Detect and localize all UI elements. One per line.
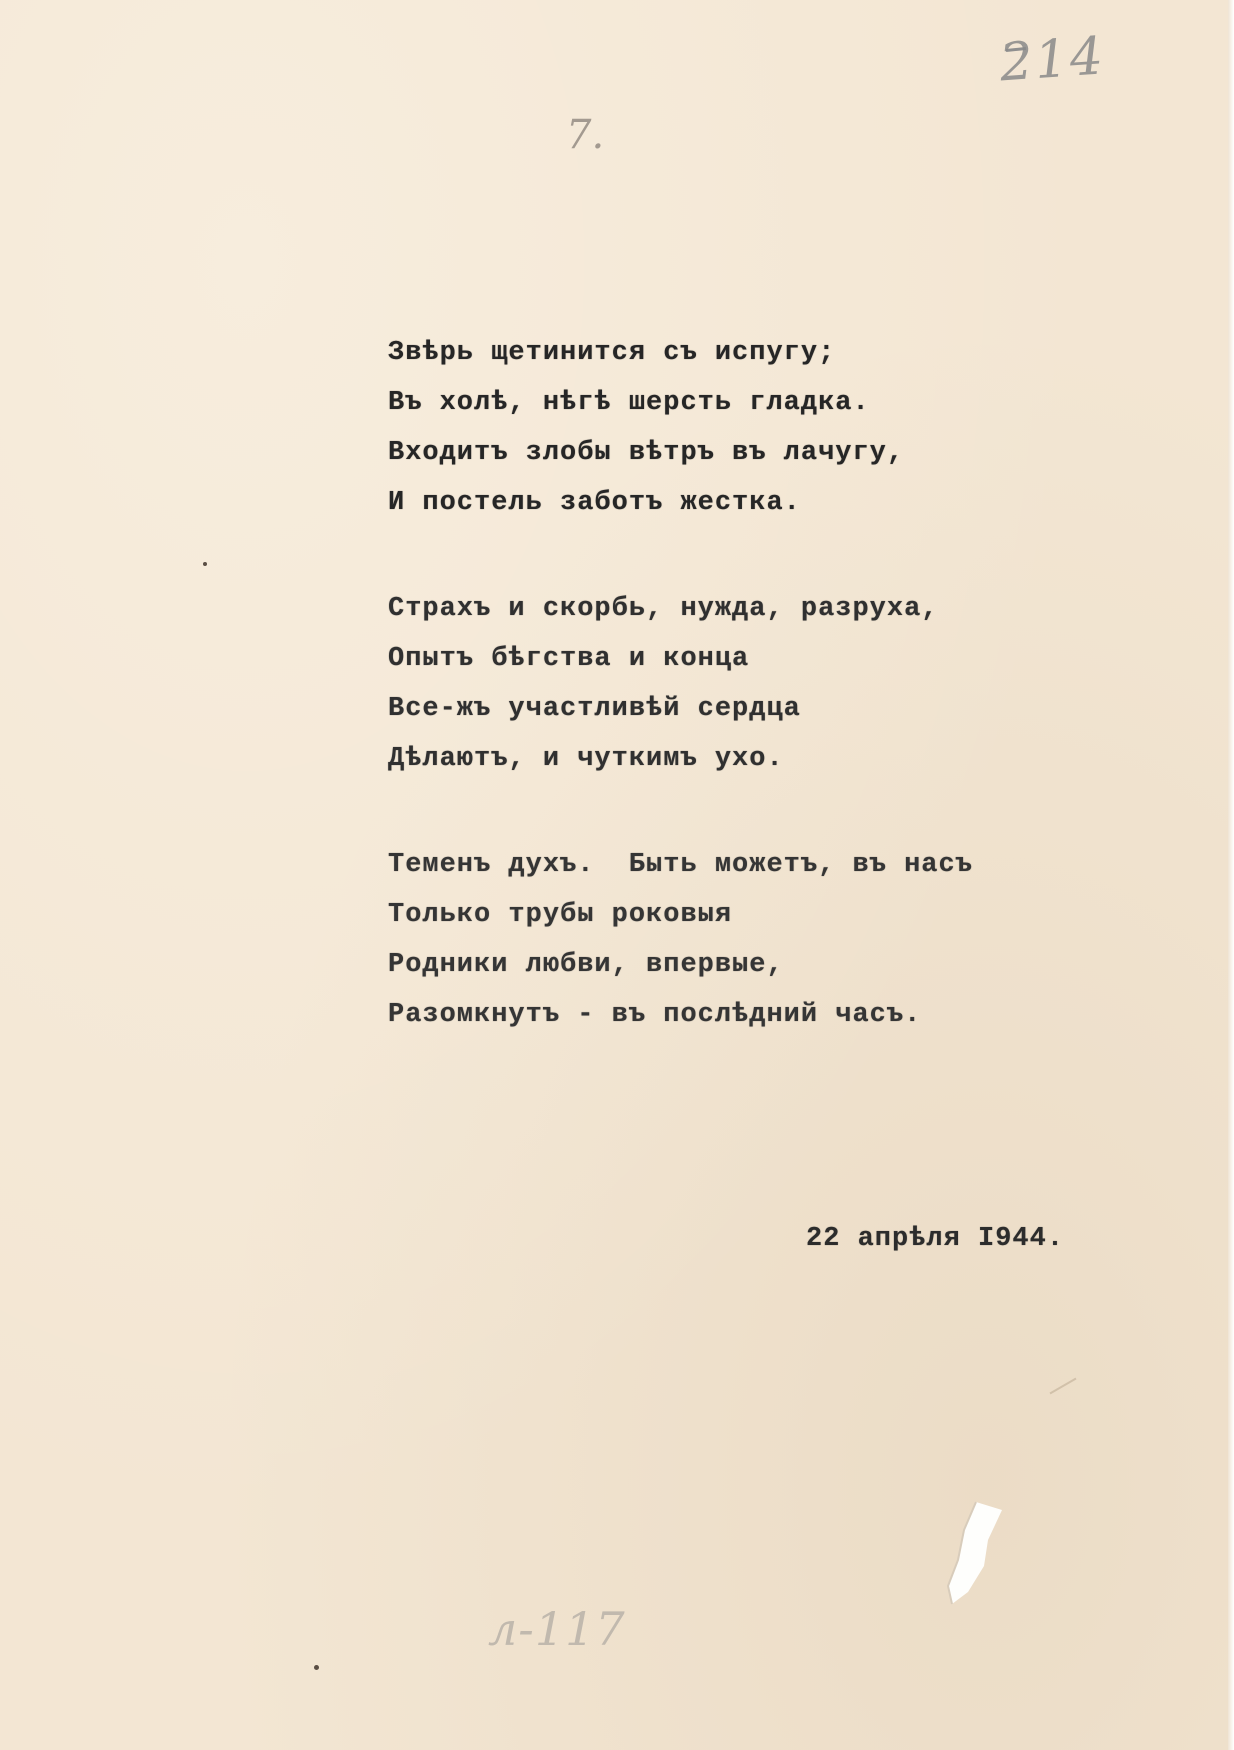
- poem-line: Опытъ бѣгства и конца: [388, 644, 750, 674]
- poem-body: [388, 328, 1008, 1040]
- poem-date: 22 апрѣля I944.: [806, 1224, 1065, 1254]
- stanza-3: [388, 840, 1008, 1040]
- torn-paper-mark: [938, 1500, 1008, 1610]
- archive-number: 214: [997, 26, 1107, 94]
- poem-line: Дѣлаютъ, и чуткимъ ухо.: [388, 744, 784, 774]
- poem-line: Только трубы роковыя: [388, 900, 733, 930]
- poem-line: Родники любви, впервые,: [388, 950, 784, 980]
- ink-speck: [203, 562, 207, 566]
- poem-line: Теменъ духъ. Быть можетъ, въ насъ: [388, 850, 973, 880]
- paper-fold-mark: [1050, 1378, 1077, 1395]
- stanza-2: [388, 584, 1008, 784]
- poem-line: Разомкнутъ - въ послѣдний часъ.: [388, 1000, 922, 1030]
- stanza-1: [388, 328, 1008, 528]
- poem-number: 7.: [566, 112, 605, 158]
- poem-line: Входитъ злобы вѣтръ въ лачугу,: [388, 438, 905, 468]
- poem-line: Звѣрь щетинится съ испугу;: [388, 338, 836, 368]
- poem-line: Страхъ и скорбь, нужда, разруха,: [388, 594, 939, 624]
- poem-line: И постель заботъ жестка.: [388, 488, 801, 518]
- sheet-edge: [1228, 0, 1234, 1750]
- folio-number: л-117: [488, 1602, 626, 1656]
- poem-line: Все-жъ участливѣй сердца: [388, 694, 801, 724]
- ink-speck: [314, 1665, 319, 1670]
- poem-line: Въ холѣ, нѣгѣ шерсть гладка.: [388, 388, 870, 418]
